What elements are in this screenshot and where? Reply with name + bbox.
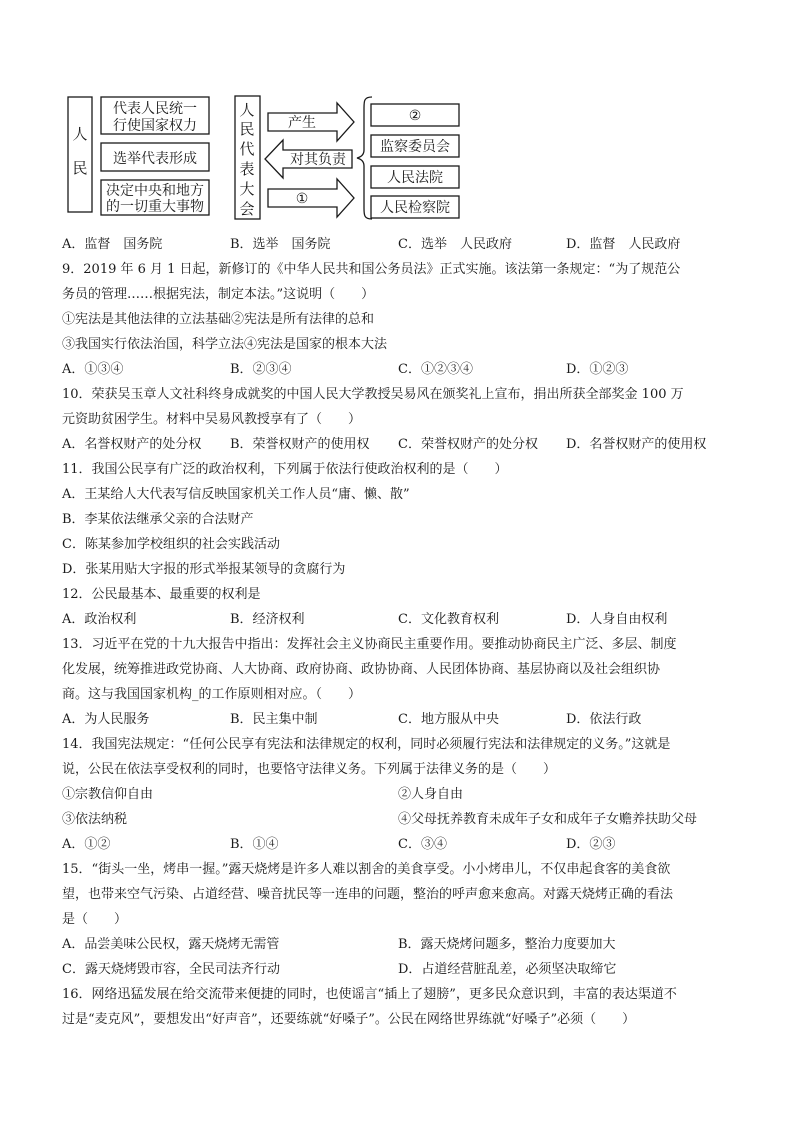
q10-option-d: D．名誉权财产的使用权 (566, 437, 707, 452)
q14-option-c: C．③④ (398, 837, 447, 852)
q8-option-c: C．选举 人民政府 (398, 237, 512, 252)
right-item-label: ② (408, 108, 422, 124)
q11-option-b: B．李某依法继承父亲的合法财产 (62, 512, 254, 527)
q14-stem-line: 14．我国宪法规定：“任何公民享有宪法和法律规定的权利，同时必须履行宪法和法律规定的义务。”这就是 (62, 737, 671, 752)
npc-char: 大 (239, 180, 255, 198)
q9-option-c: C．①②③④ (398, 362, 473, 377)
q9-statement: ③我国实行依法治国，科学立法④宪法是国家的根本大法 (62, 337, 388, 352)
q12-option-a: A．政治权利 (62, 612, 137, 627)
q16-stem-line: 过是“麦克风”，要想发出“好声音”，还要练就“好嗓子”。公民在网络世界练就“好嗓子”必须（ ） (62, 1012, 636, 1027)
people-box (68, 97, 92, 212)
npc-char: 表 (239, 160, 255, 178)
right-item-label: 监察委员会 (380, 139, 450, 155)
left-item-3-line: 的一切重大事物 (106, 199, 204, 215)
q9-statement: ①宪法是其他法律的立法基础②宪法是所有法律的总和 (62, 312, 375, 327)
q13-stem-line: 13．习近平在党的十九大报告中指出：发挥社会主义协商民主重要作用。要推动协商民主广泛、多层、制度 (62, 637, 677, 652)
q15-stem-line: 是（ ） (62, 912, 128, 927)
q15-stem-line: 望，也带来空气污染、占道经营、噪音扰民等一连串的问题，整治的呼声愈来愈高。对露天烧烤正确的看法 (62, 887, 674, 902)
q9-stem-line: 务员的管理……根据宪法，制定本法。”这说明（ ） (62, 287, 375, 302)
npc-char: 民 (239, 120, 255, 138)
q8-option-b: B．选举 国务院 (230, 237, 331, 252)
q15-option-a: A．品尝美味公民权，露天烧烤无需管 (62, 937, 280, 952)
q15-option-d: D．占道经营脏乱差，必须坚决取缔它 (398, 962, 617, 977)
q12-option-c: C．文化教育权利 (398, 612, 499, 627)
arrow-blank-label: ① (295, 191, 309, 207)
right-item-label: 人民法院 (387, 170, 443, 186)
npc-char: 代 (239, 140, 255, 158)
q10-option-c: C．荣誉权财产的处分权 (398, 437, 538, 452)
q13-option-c: C．地方服从中央 (398, 712, 499, 727)
q9-option-a: A．①③④ (62, 362, 124, 377)
q10-option-a: A．名誉权财产的处分权 (62, 437, 202, 452)
q13-option-a: A．为人民服务 (62, 712, 150, 727)
q9-stem-line: 9．2019 年 6 月 1 日起，新修订的《中华人民共和国公务员法》正式实施。该法第一条规定：“为了规范公 (62, 262, 681, 277)
q14-option-d: D．②③ (566, 837, 616, 852)
q13-stem-line: 商。这与我国国家机构_的工作原则相对应。（ ） (62, 687, 362, 702)
q11-option-c: C．陈某参加学校组织的社会实践活动 (62, 537, 280, 552)
left-item-1-line: 行使国家权力 (113, 118, 197, 134)
right-item-label: 人民检察院 (380, 200, 450, 216)
q13-option-d: D．依法行政 (566, 712, 642, 727)
q9-option-d: D．①②③ (566, 362, 629, 377)
q14-statement: ①宗教信仰自由 (62, 787, 154, 802)
q10-option-b: B．荣誉权财产的使用权 (230, 437, 370, 452)
q11-stem: 11．我国公民享有广泛的政治权利，下列属于依法行使政治权利的是（ ） (62, 462, 508, 477)
q15-option-c: C．露天烧烤毁市容，全民司法齐行动 (62, 962, 280, 977)
institution-diagram (0, 0, 794, 230)
q12-option-b: B．经济权利 (230, 612, 305, 627)
q10-stem-line: 10．荣获吴玉章人文社科终身成就奖的中国人民大学教授吴易风在颁奖礼上宣布，捐出所获全部奖金 100 万 (62, 387, 684, 402)
q9-option-b: B．②③④ (230, 362, 292, 377)
q13-option-b: B．民主集中制 (230, 712, 318, 727)
brace (357, 97, 372, 219)
q14-statement: ②人身自由 (398, 787, 464, 802)
left-item-1-line: 代表人民统一 (113, 101, 197, 117)
npc-char: 会 (239, 200, 255, 218)
npc-char: 人 (239, 101, 255, 119)
arrow-blank (268, 179, 354, 217)
q11-option-a: A．王某给人大代表写信反映国家机关工作人员“庸、懒、散” (62, 487, 410, 502)
q14-statement: ③依法纳税 (62, 812, 128, 827)
people-char: 人 (72, 125, 88, 143)
q10-stem-line: 元资助贫困学生。材料中吴易风教授享有了（ ） (62, 412, 362, 427)
q8-option-a: A．监督 国务院 (62, 237, 163, 252)
people-char: 民 (72, 159, 88, 177)
q14-option-a: A．①② (62, 837, 111, 852)
q14-stem-line: 说，公民在依法享受权利的同时，也要恪守法律义务。下列属于法律义务的是（ ） (62, 762, 557, 777)
q12-stem: 12．公民最基本、最重要的权利是 (62, 587, 261, 602)
q11-option-d: D．张某用贴大字报的形式举报某领导的贪腐行为 (62, 562, 346, 577)
q16-stem-line: 16．网络迅猛发展在给交流带来便捷的同时，也使谣言“插上了翅膀”，更多民众意识到，丰富的表达渠道不 (62, 987, 677, 1002)
left-item-3-line: 决定中央和地方 (106, 183, 204, 199)
arrow-produce-label: 产生 (288, 115, 316, 131)
q8-option-d: D．监督 人民政府 (566, 237, 681, 252)
q14-statement: ④父母抚养教育未成年子女和成年子女赡养扶助父母 (398, 812, 698, 827)
q12-option-d: D．人身自由权利 (566, 612, 668, 627)
q14-option-b: B．①④ (230, 837, 279, 852)
left-item-2-line: 选举代表形成 (113, 151, 197, 167)
q13-stem-line: 化发展，统筹推进政党协商、人大协商、政府协商、政协协商、人民团体协商、基层协商以及社会组织协 (62, 662, 661, 677)
q15-stem-line: 15．“街头一坐，烤串一握。”露天烧烤是许多人难以割舍的美食享受。小小烤串儿，不仅串起食客的美食欲 (62, 862, 671, 877)
diagram-svg (0, 0, 794, 230)
arrow-responsible-label: 对其负责 (290, 152, 346, 168)
q15-option-b: B．露天烧烤问题多，整治力度要加大 (398, 937, 616, 952)
